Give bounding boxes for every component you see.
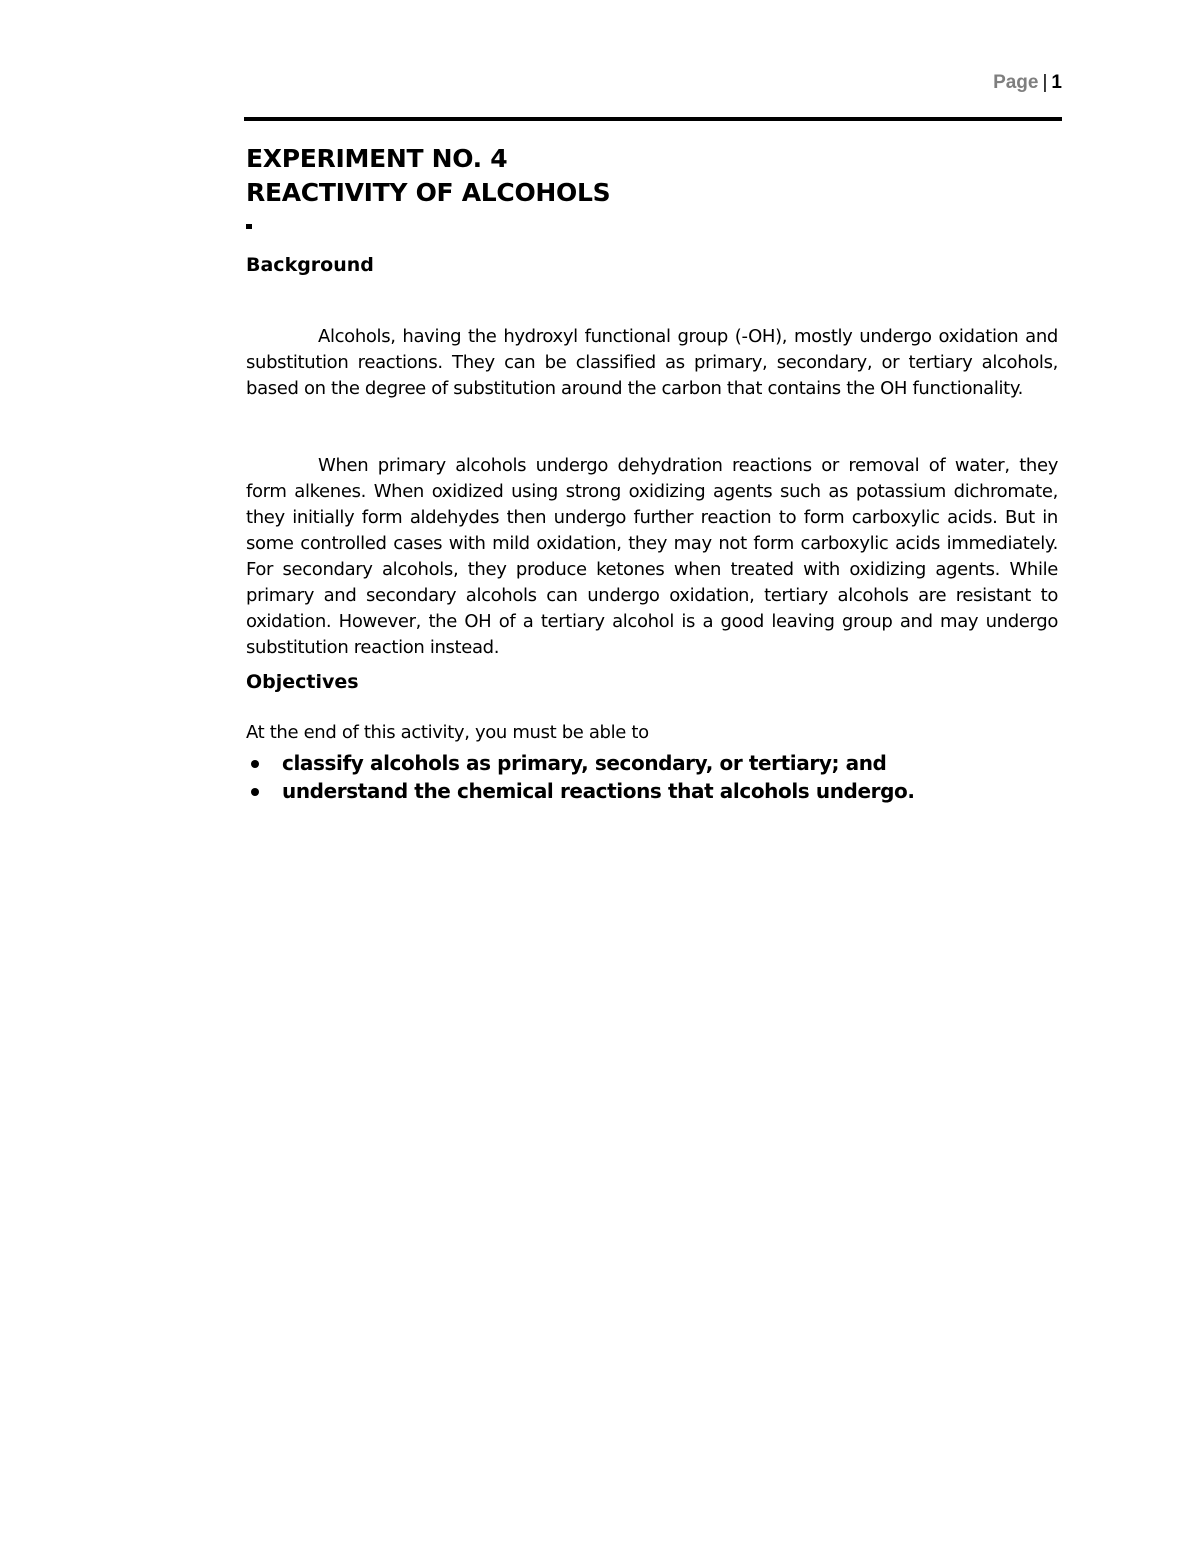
objectives-list xyxy=(246,749,915,805)
bullet-icon xyxy=(251,788,259,796)
header-rule xyxy=(244,117,1062,121)
objective-item xyxy=(246,749,915,777)
page-label: Page xyxy=(993,72,1039,93)
background-paragraph-2: When primary alcohols undergo dehydration reactions or removal of water, they form alkenes. When oxidized using strong oxidizing agents such as potassium dichromate, they initially form aldehydes then undergo further reaction to form carboxylic acids. But in some controlled cases with mild oxidation, they may not form carboxylic acids immediately. For secondary alcohols, they produce ketones when treated with oxidizing agents. While primary and secondary alcohols can undergo oxidation, tertiary alcohols are resistant to oxidation. However, the OH of a tertiary alcohol is a good leaving group and may undergo substitution reaction instead. xyxy=(246,455,1058,658)
page-number: 1 xyxy=(1051,72,1062,93)
page-separator: | xyxy=(1042,72,1048,93)
page-header xyxy=(993,72,1062,94)
background-heading: Background xyxy=(246,254,374,276)
paragraph-mark xyxy=(246,224,252,229)
objective-text: understand the chemical reactions that alcohols undergo. xyxy=(282,779,915,803)
objective-item xyxy=(246,777,915,805)
objective-text: classify alcohols as primary, secondary, or tertiary; and xyxy=(282,751,887,775)
objectives-intro: At the end of this activity, you must be able to xyxy=(246,722,649,743)
background-paragraph-1: Alcohols, having the hydroxyl functional group (-OH), mostly undergo oxidation and substitution reactions. They can be classified as primary, secondary, or tertiary alcohols, based on the degree of substitution around the carbon that contains the OH functionality. xyxy=(246,326,1058,399)
document-title xyxy=(246,142,610,210)
title-experiment-number: EXPERIMENT NO. 4 xyxy=(246,144,508,173)
bullet-icon xyxy=(251,760,259,768)
objectives-heading: Objectives xyxy=(246,671,359,693)
title-topic: REACTIVITY OF ALCOHOLS xyxy=(246,178,611,207)
